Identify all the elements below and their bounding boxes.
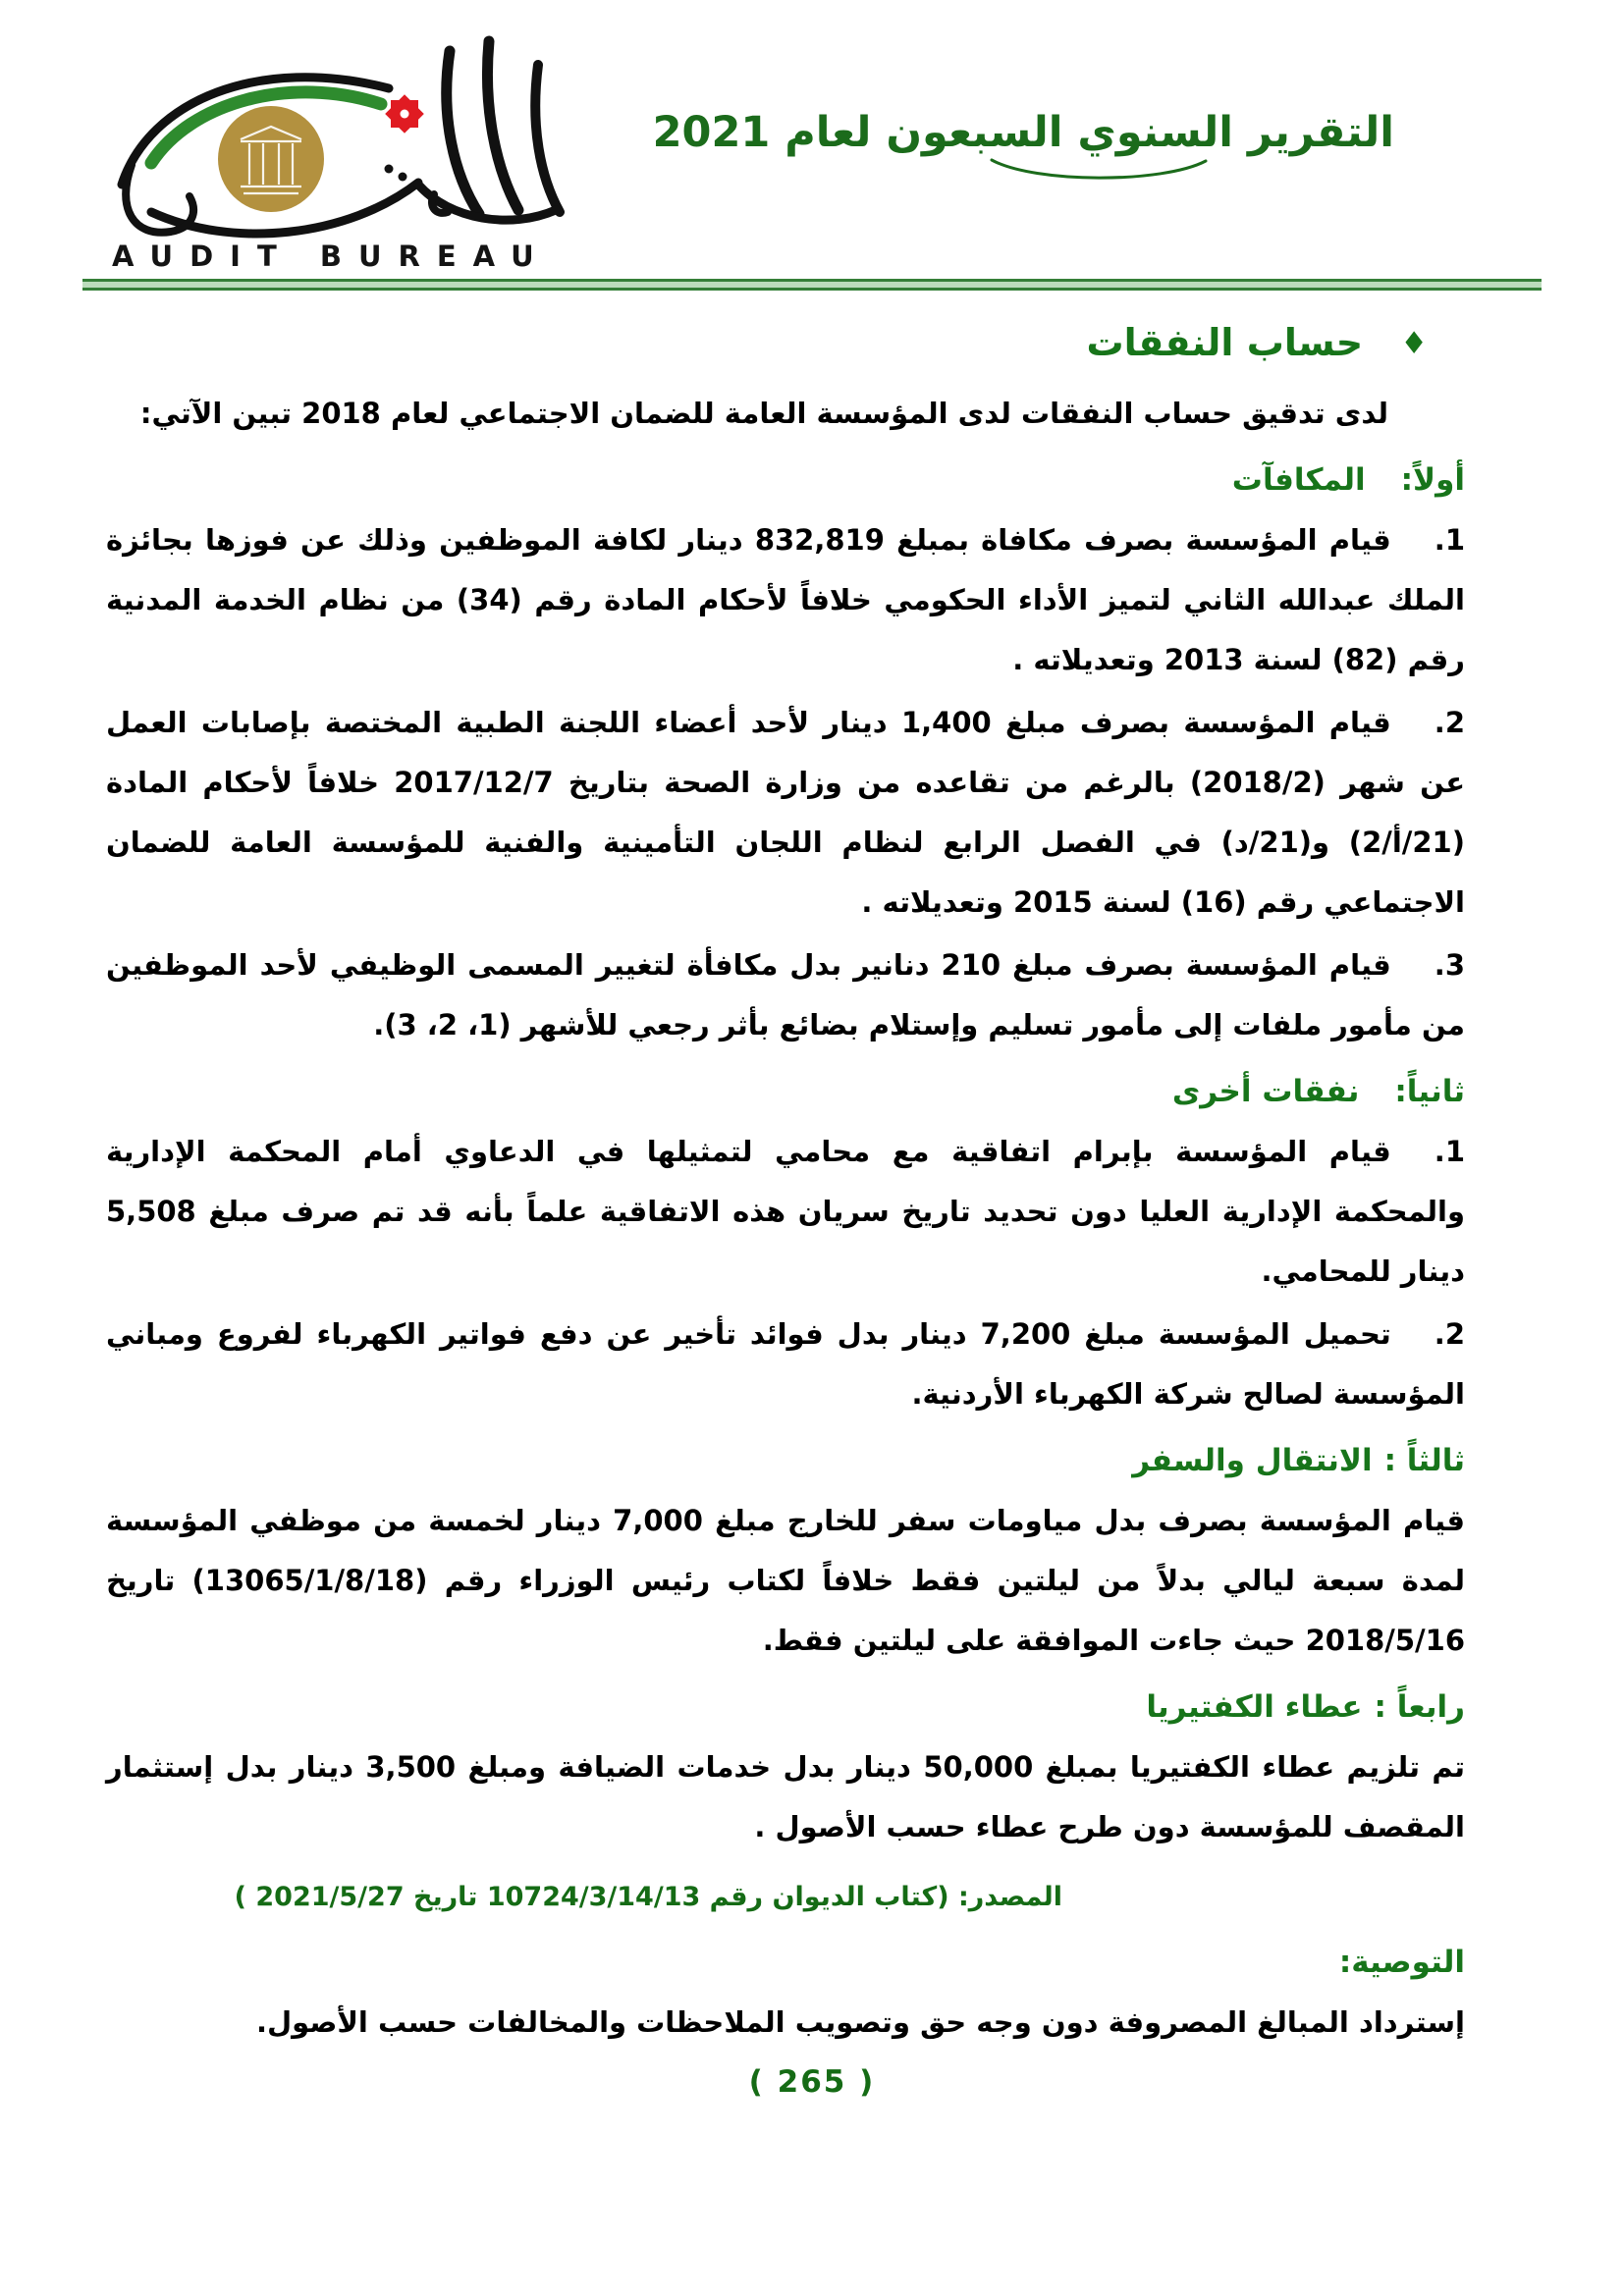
subheading-cafeteria-tender xyxy=(106,1684,1465,1730)
subheading-travel xyxy=(106,1438,1465,1483)
petra-medallion xyxy=(218,106,324,212)
subheading-text: نفقات أخرى xyxy=(1171,1074,1360,1109)
audit-bureau-logo xyxy=(94,29,585,273)
main-heading-text: حساب النفقات xyxy=(1086,321,1364,364)
list-item-number: 1. xyxy=(1434,523,1465,557)
cafeteria-paragraph: تم تلزيم عطاء الكفتيريا بمبلغ 50,000 دينار بدل خدمات الضيافة ومبلغ 3,500 دينار بدل إستثمار المقصف للمؤسسة دون طرح عطاء حسب الأصول . xyxy=(106,1750,1465,1843)
list-item xyxy=(106,935,1465,1055)
list-item-text: تحميل المؤسسة مبلغ 7,200 دينار بدل فوائد تأخير عن دفع فواتير الكهرباء لفروع ومباني المؤسسة لصالح شركة الكهرباء الأردنية. xyxy=(106,1317,1465,1411)
calligraphy-dot xyxy=(399,173,407,182)
subheading-label: رابعاً : xyxy=(1374,1689,1465,1725)
list-item-number: 3. xyxy=(1434,948,1465,982)
subheading-other-expenses xyxy=(106,1069,1465,1114)
list-item-text: قيام المؤسسة بإبرام اتفاقية مع محامي لتمثيلها في الدعاوي أمام المحكمة الإدارية والمحكمة الإدارية العليا دون تحديد تاريخ سريان هذه الاتفاقية علماً بأنه قد تم صرف مبلغ 5,508 دينار للمحامي. xyxy=(106,1135,1465,1288)
subheading-text: الانتقال والسفر xyxy=(1132,1443,1373,1478)
list-item xyxy=(106,693,1465,933)
report-title: التقرير السنوي السبعون لعام 2021 xyxy=(652,108,1394,157)
list-item xyxy=(106,1305,1465,1424)
list-item-text: قيام المؤسسة بصرف مبلغ 1,400 دينار لأحد أعضاء اللجنة الطبية المختصة بإصابات العمل عن شهر (2018/2) بالرغم من تقاعده من وزارة الصحة بتاريخ 2017/12/7 خلافاً لأحكام المادة (21/أ/2) و(21/د) في الفصل الرابع لنظام اللجان التأمينية والفنية للمؤسسة العامة للضمان الاجتماعي رقم (16) لسنة 2015 وتعديلاته . xyxy=(106,706,1465,919)
list-item-number: 2. xyxy=(1434,1317,1465,1351)
list-item xyxy=(106,1122,1465,1302)
page-number: ( 265 ) xyxy=(748,2064,876,2100)
list-item-text: قيام المؤسسة بصرف مبلغ 210 دنانير بدل مكافأة لتغيير المسمى الوظيفي لأحد الموظفين من مأمور ملفات إلى مأمور تسليم وإستلام بضائع بأثر رجعي للأشهر (1، 2، 3). xyxy=(106,948,1465,1041)
calligraphy-dot xyxy=(385,165,394,174)
subheading-text: عطاء الكفتيريا xyxy=(1146,1689,1363,1725)
title-flourish-icon xyxy=(986,157,1212,187)
intro-paragraph: لدى تدقيق حساب النفقات لدى المؤسسة العامة للضمان الاجتماعي لعام 2018 تبين الآتي: xyxy=(139,397,1388,430)
list-item-number: 1. xyxy=(1434,1135,1465,1168)
star-icon xyxy=(385,94,424,133)
subheading-label: ثالثاً : xyxy=(1383,1443,1465,1478)
recommendation-text: إسترداد المبالغ المصروفة دون وجه حق وتصويب الملاحظات والمخالفات حسب الأصول. xyxy=(255,2005,1465,2039)
section-heading-expenses-account xyxy=(106,316,1428,372)
diamond-bullet-icon: ♦ xyxy=(1400,326,1428,361)
audit-bureau-logo-mark xyxy=(94,29,585,240)
report-body xyxy=(0,291,1624,2053)
list-item-text: قيام المؤسسة بصرف مكافاة بمبلغ 832,819 دينار لكافة الموظفين وذلك عن فوزها بجائزة الملك عبدالله الثاني لتميز الأداء الحكومي خلافاً لأحكام المادة رقم (34) من نظام الخدمة المدنية رقم (82) لسنة 2013 وتعديلاته . xyxy=(106,523,1465,676)
travel-paragraph: قيام المؤسسة بصرف بدل مياومات سفر للخارج مبلغ 7,000 دينار لخمسة من موظفي المؤسسة لمدة سبعة ليالي بدلاً من ليلتين فقط خلافاً لكتاب رئيس الوزراء رقم (13065/1/8/18) تاريخ 2018/5/16 حيث جاءت الموافقة على ليلتين فقط. xyxy=(106,1504,1465,1657)
source-reference: المصدر: (كتاب الديوان رقم 10724/3/14/13 تاريخ 2021/5/27 ) xyxy=(234,1882,1062,1912)
subheading-label: أولاً: xyxy=(1400,462,1465,498)
calligraphy-strokes xyxy=(418,41,560,220)
subheading-label: ثانياً: xyxy=(1394,1074,1465,1109)
logo-text-en: AUDIT BUREAU xyxy=(112,240,551,273)
recommendation-label: التوصية: xyxy=(1338,1945,1465,1980)
subheading-rewards xyxy=(106,457,1465,503)
header-divider xyxy=(82,279,1542,291)
page-header xyxy=(0,0,1624,279)
list-item-number: 2. xyxy=(1434,706,1465,739)
list-item xyxy=(106,510,1465,690)
subheading-text: المكافآت xyxy=(1231,462,1366,498)
